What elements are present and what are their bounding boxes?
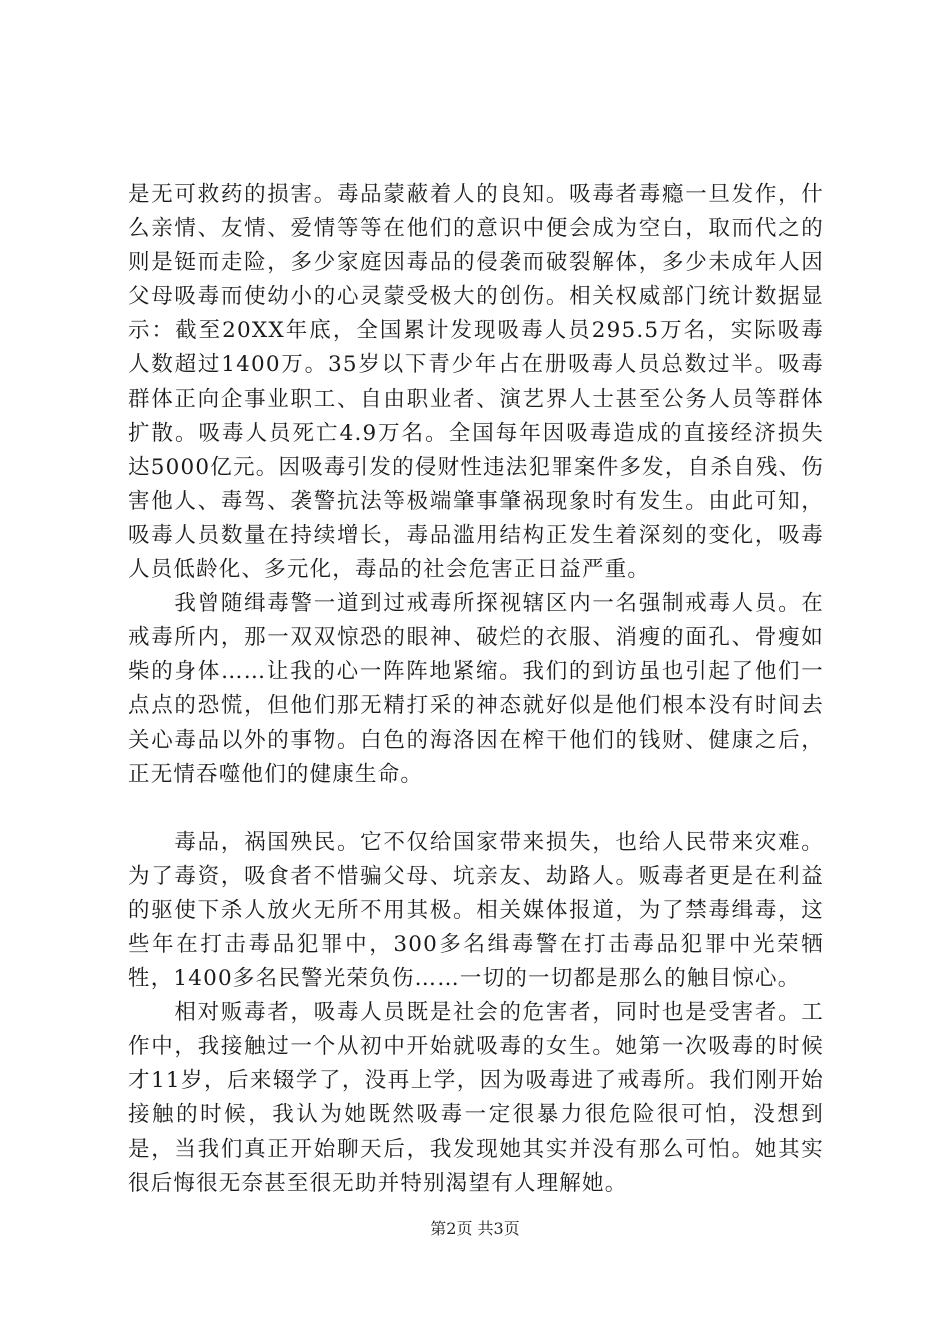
paragraph-1: 是无可救药的损害。毒品蒙蔽着人的良知。吸毒者毒瘾一旦发作，什么亲情、友情、爱情等等在他们的意识中便会成为空白，取而代之的则是铤而走险，多少家庭因毒品的侵袭而破裂解体，多少未成年人因父母吸毒而使幼小的心灵蒙受极大的创伤。相关权威部门统计数据显示：截至20XX年底，全国累计发现吸毒人员295.5万名，实际吸毒人数超过1400万。35岁以下青少年占在册吸毒人员总数过半。吸毒群体正向企事业职工、自由职业者、演艺界人士甚至公务人员等群体扩散。吸毒人员死亡4.9万名。全国每年因吸毒造成的直接经济损失达5000亿元。因吸毒引发的侵财性违法犯罪案件多发，自杀自残、伤害他人、毒驾、袭警抗法等极端肇事肇祸现象时有发生。由此可知，吸毒人员数量在持续增长，毒品滥用结构正发生着深刻的变化，吸毒人员低龄化、多元化，毒品的社会危害正日益严重。 bbox=[128, 182, 824, 583]
paragraph-3: 毒品，祸国殃民。它不仅给国家带来损失，也给人民带来灾难。为了毒资，吸食者不惜骗父母、坑亲友、劫路人。贩毒者更是在利益的驱使下杀人放火无所不用其极。相关媒体报道，为了禁毒缉毒，这些年在打击毒品犯罪中，300多名缉毒警在打击毒品犯罪中光荣牺牲，1400多名民警光荣负伤……一切的一切都是那么的触目惊心。 bbox=[128, 829, 824, 992]
document-body bbox=[128, 178, 824, 1201]
page-number-footer: 第2页 共3页 bbox=[430, 1219, 520, 1238]
paragraph-4: 相对贩毒者，吸毒人员既是社会的危害者，同时也是受害者。工作中，我接触过一个从初中开始就吸毒的女生。她第一次吸毒的时候才11岁，后来辍学了，没再上学，因为吸毒进了戒毒所。我们刚开始接触的时候，我认为她既然吸毒一定很暴力很危险很可怕，没想到是，当我们真正开始聊天后，我发现她其实并没有那么可怕。她其实很后悔很无奈甚至很无助并特别渴望有人理解她。 bbox=[128, 1000, 824, 1196]
paragraph-2: 我曾随缉毒警一道到过戒毒所探视辖区内一名强制戒毒人员。在戒毒所内，那一双双惊恐的眼神、破烂的衣服、消瘦的面孔、骨瘦如柴的身体……让我的心一阵阵地紧缩。我们的到访虽也引起了他们一点点的恐慌，但他们那无精打采的神态就好似是他们根本没有时间去关心毒品以外的事物。白色的海洛因在榨干他们的钱财、健康之后，正无情吞噬他们的健康生命。 bbox=[128, 591, 824, 787]
